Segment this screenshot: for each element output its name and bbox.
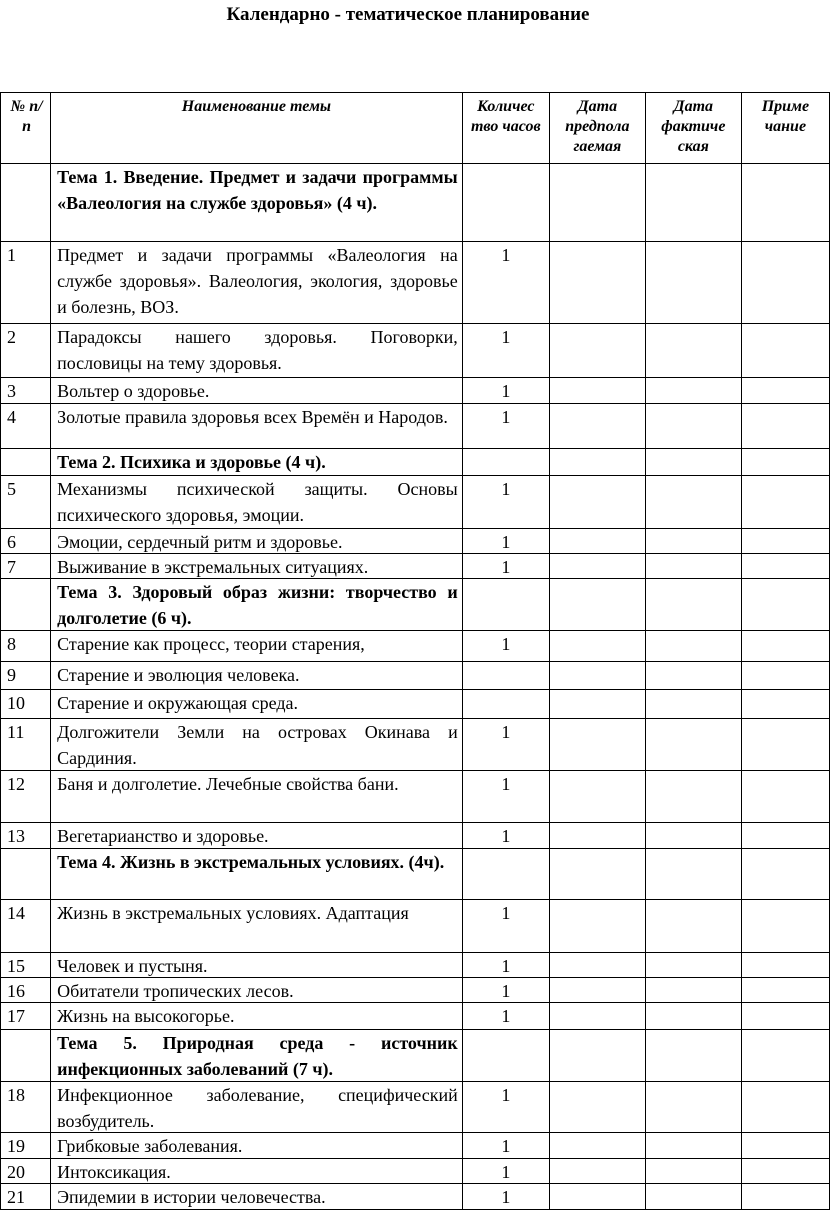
row-plan-date bbox=[550, 662, 646, 689]
table-row bbox=[0, 324, 830, 378]
table-row bbox=[0, 1082, 830, 1133]
row-num: 3 bbox=[0, 378, 51, 403]
row-note bbox=[742, 1133, 830, 1158]
row-note bbox=[742, 404, 830, 448]
row-hours: 1 bbox=[463, 978, 550, 1002]
page-title: Календарно - тематическое планирование bbox=[226, 4, 590, 25]
row-topic: Жизнь на высокогорье. bbox=[51, 1003, 463, 1029]
row-topic: Механизмы психической защиты. Основы психического здоровья, эмоции. bbox=[51, 476, 463, 528]
planning-table-body bbox=[0, 92, 830, 1210]
row-num: 6 bbox=[0, 529, 51, 553]
row-fact-date bbox=[646, 554, 742, 578]
row-topic: Тема 3. Здоровый образ жизни: творчество и долголетие (6 ч). bbox=[51, 579, 463, 630]
topic-row bbox=[0, 849, 830, 900]
row-num: 20 bbox=[0, 1159, 51, 1183]
row-topic: Старение и окружающая среда. bbox=[51, 690, 463, 718]
row-note bbox=[742, 953, 830, 977]
row-topic: Золотые правила здоровья всех Времён и Народов. bbox=[51, 404, 463, 448]
row-hours: 1 bbox=[463, 404, 550, 448]
row-hours: 1 bbox=[463, 529, 550, 553]
row-note bbox=[742, 242, 830, 323]
row-note bbox=[742, 324, 830, 377]
row-plan-date bbox=[550, 953, 646, 977]
row-fact-date bbox=[646, 771, 742, 822]
table-row bbox=[0, 404, 830, 449]
row-hours: 1 bbox=[463, 242, 550, 323]
row-num bbox=[0, 849, 51, 899]
row-note bbox=[742, 1184, 830, 1209]
row-topic: Старение и эволюция человека. bbox=[51, 662, 463, 689]
header-plan-date: Дата предпола гаемая bbox=[550, 93, 646, 163]
table-row bbox=[0, 823, 830, 849]
row-fact-date bbox=[646, 1003, 742, 1029]
table-row bbox=[0, 378, 830, 404]
topic-row bbox=[0, 449, 830, 476]
row-num: 9 bbox=[0, 662, 51, 689]
table-row bbox=[0, 1133, 830, 1159]
table-row bbox=[0, 476, 830, 529]
row-plan-date bbox=[550, 476, 646, 528]
row-topic: Грибковые заболевания. bbox=[51, 1133, 463, 1158]
row-num: 15 bbox=[0, 953, 51, 977]
row-fact-date bbox=[646, 900, 742, 952]
table-row bbox=[0, 690, 830, 719]
row-hours: 1 bbox=[463, 1003, 550, 1029]
table-row bbox=[0, 1159, 830, 1184]
row-topic: Парадоксы нашего здоровья. Поговорки, пословицы на тему здоровья. bbox=[51, 324, 463, 377]
row-fact-date bbox=[646, 529, 742, 553]
row-topic: Долгожители Земли на островах Окинава и Сардиния. bbox=[51, 719, 463, 770]
row-plan-date bbox=[550, 823, 646, 848]
row-num: 17 bbox=[0, 1003, 51, 1029]
row-fact-date bbox=[646, 579, 742, 630]
row-note bbox=[742, 719, 830, 770]
table-row bbox=[0, 1003, 830, 1030]
row-hours: 1 bbox=[463, 823, 550, 848]
row-note bbox=[742, 690, 830, 718]
row-note bbox=[742, 662, 830, 689]
row-hours: 1 bbox=[463, 1133, 550, 1158]
row-hours: 1 bbox=[463, 631, 550, 661]
row-fact-date bbox=[646, 242, 742, 323]
row-note bbox=[742, 579, 830, 630]
row-topic: Предмет и задачи программы «Валеология на службе здоровья». Валеология, экология, здоровье и болезнь, ВОЗ. bbox=[51, 242, 463, 323]
row-topic: Тема 4. Жизнь в экстремальных условиях. (4ч). bbox=[51, 849, 463, 899]
row-note bbox=[742, 449, 830, 475]
row-topic: Человек и пустыня. bbox=[51, 953, 463, 977]
row-num: 11 bbox=[0, 719, 51, 770]
row-num: 7 bbox=[0, 554, 51, 578]
row-num: 21 bbox=[0, 1184, 51, 1209]
row-note bbox=[742, 1030, 830, 1081]
row-plan-date bbox=[550, 978, 646, 1002]
row-num: 5 bbox=[0, 476, 51, 528]
row-hours bbox=[463, 662, 550, 689]
row-note bbox=[742, 164, 830, 241]
row-plan-date bbox=[550, 1133, 646, 1158]
row-num: 4 bbox=[0, 404, 51, 448]
row-fact-date bbox=[646, 953, 742, 977]
row-fact-date bbox=[646, 1184, 742, 1209]
row-plan-date bbox=[550, 690, 646, 718]
row-hours bbox=[463, 164, 550, 241]
table-row bbox=[0, 631, 830, 662]
row-fact-date bbox=[646, 849, 742, 899]
row-topic: Тема 5. Природная среда - источник инфекционных заболеваний (7 ч). bbox=[51, 1030, 463, 1081]
planning-table bbox=[0, 46, 816, 1207]
table-row bbox=[0, 719, 830, 771]
row-hours: 1 bbox=[463, 324, 550, 377]
topic-row bbox=[0, 164, 830, 242]
table-header-row bbox=[0, 92, 830, 164]
row-note bbox=[742, 1003, 830, 1029]
row-plan-date bbox=[550, 404, 646, 448]
row-hours bbox=[463, 690, 550, 718]
row-hours: 1 bbox=[463, 719, 550, 770]
row-fact-date bbox=[646, 1082, 742, 1132]
table-row bbox=[0, 662, 830, 690]
row-plan-date bbox=[550, 324, 646, 377]
table-row bbox=[0, 242, 830, 324]
row-hours bbox=[463, 449, 550, 475]
row-hours: 1 bbox=[463, 378, 550, 403]
row-hours bbox=[463, 579, 550, 630]
row-note bbox=[742, 771, 830, 822]
row-num bbox=[0, 449, 51, 475]
row-fact-date bbox=[646, 378, 742, 403]
table-row bbox=[0, 1184, 830, 1210]
table-row bbox=[0, 978, 830, 1003]
row-num: 13 bbox=[0, 823, 51, 848]
row-note bbox=[742, 631, 830, 661]
row-num: 1 bbox=[0, 242, 51, 323]
row-fact-date bbox=[646, 449, 742, 475]
table-row bbox=[0, 953, 830, 978]
row-plan-date bbox=[550, 849, 646, 899]
row-plan-date bbox=[550, 900, 646, 952]
row-plan-date bbox=[550, 631, 646, 661]
row-num bbox=[0, 164, 51, 241]
header-note: Приме чание bbox=[742, 93, 830, 163]
row-fact-date bbox=[646, 631, 742, 661]
row-fact-date bbox=[646, 690, 742, 718]
row-plan-date bbox=[550, 449, 646, 475]
table-row bbox=[0, 771, 830, 823]
row-plan-date bbox=[550, 554, 646, 578]
row-note bbox=[742, 978, 830, 1002]
row-topic: Тема 1. Введение. Предмет и задачи программы «Валеология на службе здоровья» (4 ч). bbox=[51, 164, 463, 241]
row-hours: 1 bbox=[463, 1184, 550, 1209]
row-plan-date bbox=[550, 1030, 646, 1081]
header-fact-date: Дата фактиче ская bbox=[646, 93, 742, 163]
row-plan-date bbox=[550, 1082, 646, 1132]
topic-row bbox=[0, 1030, 830, 1082]
row-hours bbox=[463, 1030, 550, 1081]
row-topic: Вегетарианство и здоровье. bbox=[51, 823, 463, 848]
row-topic: Выживание в экстремальных ситуациях. bbox=[51, 554, 463, 578]
row-num: 16 bbox=[0, 978, 51, 1002]
row-fact-date bbox=[646, 164, 742, 241]
row-topic: Тема 2. Психика и здоровье (4 ч). bbox=[51, 449, 463, 475]
row-hours: 1 bbox=[463, 953, 550, 977]
header-topic: Наименование темы bbox=[51, 93, 463, 163]
row-note bbox=[742, 849, 830, 899]
row-note bbox=[742, 900, 830, 952]
row-hours: 1 bbox=[463, 476, 550, 528]
row-note bbox=[742, 823, 830, 848]
row-hours: 1 bbox=[463, 900, 550, 952]
topic-row bbox=[0, 579, 830, 631]
row-fact-date bbox=[646, 719, 742, 770]
row-plan-date bbox=[550, 771, 646, 822]
row-plan-date bbox=[550, 579, 646, 630]
row-topic: Эпидемии в истории человечества. bbox=[51, 1184, 463, 1209]
row-fact-date bbox=[646, 324, 742, 377]
row-hours: 1 bbox=[463, 1082, 550, 1132]
row-num: 19 bbox=[0, 1133, 51, 1158]
row-num: 8 bbox=[0, 631, 51, 661]
row-hours: 1 bbox=[463, 1159, 550, 1183]
row-fact-date bbox=[646, 823, 742, 848]
row-fact-date bbox=[646, 1133, 742, 1158]
row-num: 10 bbox=[0, 690, 51, 718]
row-plan-date bbox=[550, 1003, 646, 1029]
row-plan-date bbox=[550, 529, 646, 553]
row-plan-date bbox=[550, 378, 646, 403]
row-plan-date bbox=[550, 719, 646, 770]
row-topic: Интоксикация. bbox=[51, 1159, 463, 1183]
row-fact-date bbox=[646, 978, 742, 1002]
row-num bbox=[0, 1030, 51, 1081]
row-topic: Жизнь в экстремальных условиях. Адаптация bbox=[51, 900, 463, 952]
row-note bbox=[742, 476, 830, 528]
row-hours bbox=[463, 849, 550, 899]
row-note bbox=[742, 1159, 830, 1183]
row-note bbox=[742, 554, 830, 578]
row-hours: 1 bbox=[463, 771, 550, 822]
row-num: 2 bbox=[0, 324, 51, 377]
row-fact-date bbox=[646, 1030, 742, 1081]
table-row bbox=[0, 900, 830, 953]
row-plan-date bbox=[550, 242, 646, 323]
row-plan-date bbox=[550, 1159, 646, 1183]
row-fact-date bbox=[646, 662, 742, 689]
row-note bbox=[742, 1082, 830, 1132]
row-plan-date bbox=[550, 164, 646, 241]
row-topic: Обитатели тропических лесов. bbox=[51, 978, 463, 1002]
table-row bbox=[0, 554, 830, 579]
row-topic: Эмоции, сердечный ритм и здоровье. bbox=[51, 529, 463, 553]
row-num bbox=[0, 579, 51, 630]
header-hours: Количес тво часов bbox=[463, 93, 550, 163]
row-fact-date bbox=[646, 1159, 742, 1183]
row-topic: Старение как процесс, теории старения, bbox=[51, 631, 463, 661]
row-fact-date bbox=[646, 476, 742, 528]
row-num: 12 bbox=[0, 771, 51, 822]
row-num: 14 bbox=[0, 900, 51, 952]
row-note bbox=[742, 378, 830, 403]
row-hours: 1 bbox=[463, 554, 550, 578]
row-plan-date bbox=[550, 1184, 646, 1209]
row-topic: Вольтер о здоровье. bbox=[51, 378, 463, 403]
row-num: 18 bbox=[0, 1082, 51, 1132]
row-fact-date bbox=[646, 404, 742, 448]
row-note bbox=[742, 529, 830, 553]
header-num: № п/п bbox=[0, 93, 51, 163]
row-topic: Баня и долголетие. Лечебные свойства бани. bbox=[51, 771, 463, 822]
table-row bbox=[0, 529, 830, 554]
row-topic: Инфекционное заболевание, специфический возбудитель. bbox=[51, 1082, 463, 1132]
